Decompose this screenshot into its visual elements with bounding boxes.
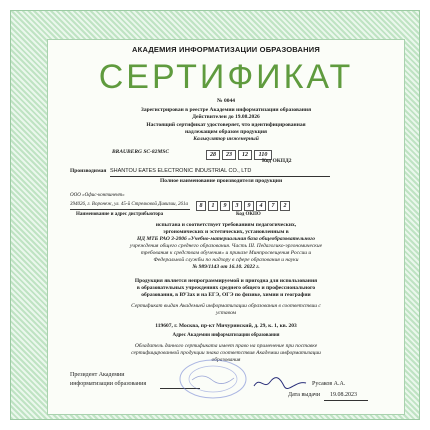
- issue-date-underline: [324, 400, 368, 401]
- okpo-box: 3: [232, 201, 242, 211]
- certificate-border: [10, 10, 420, 420]
- okpo-box: 8: [196, 201, 206, 211]
- okpd-label: Код ОКПД2: [262, 158, 292, 164]
- certificate-number: № 0044: [217, 98, 235, 104]
- recognized-line-2: в образовательных учреждениях среднего общего и профессионального: [136, 285, 316, 291]
- product-model: BRAUBERG SC-82MSC: [112, 149, 170, 155]
- valid-until: Действителен до 19.08.2026: [192, 114, 260, 120]
- tested-text: испытана и соответствует требованиям педагогических,: [155, 222, 297, 228]
- okpo-box: 9: [244, 201, 254, 211]
- handwritten-signature: [252, 374, 308, 392]
- address-caption: Адрес Академии информатизации образования: [172, 333, 280, 338]
- manufacturer-caption: Полное наименование производителя продукции: [160, 178, 283, 184]
- manufacturer-underline: [110, 176, 330, 177]
- standard-line-1: НД МТБ РАО 3-2006 «Учебно-материальная база общеобразовательного: [136, 236, 316, 242]
- product-name: Калькулятор инженерный: [193, 136, 259, 142]
- recognized-line-3: образования, в ВУЗах и на ЕГЭ, ОГЭ по физике, химии и географии: [141, 292, 311, 298]
- okpo-box: 4: [256, 201, 266, 211]
- note-line-3: образования: [211, 357, 241, 363]
- standard-line-3: требования к средствам обучения» и приказе Минпросвещения России и: [140, 250, 312, 256]
- academy-address: 119607, г. Москва, пр-кт Мичуринский, д. 29, к. 1, кв. 203: [155, 323, 297, 329]
- standard-line-2: учреждения общего среднего образования. Часть III. Педагогико-эргономические: [129, 243, 323, 249]
- president-label: Президент Академии: [70, 372, 125, 378]
- okpd-box: 12: [238, 150, 252, 160]
- okpo-box: 1: [208, 201, 218, 211]
- certifies-text: Настоящий сертификат удостоверяет, что идентифицированная: [146, 122, 306, 128]
- properly-text: надлежащим образом продукция: [185, 129, 267, 135]
- issue-date-label: Дата выдачи: [288, 392, 321, 398]
- distributor-caption: Наименование и адрес дистрибьютора: [76, 212, 164, 217]
- issued-line-1: Сертификат выдан Академией информатизации образования в соответствии с: [131, 303, 321, 309]
- okpo-box: 7: [268, 201, 278, 211]
- certificate-title: СЕРТИФИКАТ: [98, 58, 354, 96]
- distributor-name: ООО «Офис-континент»: [70, 193, 125, 198]
- note-line-1: Обладатель данного сертификата имеет право на применение при поставке: [134, 343, 318, 349]
- issue-date: 19.08.2023: [330, 392, 357, 398]
- seal-stamp: [178, 358, 248, 400]
- okpd-box: 110: [254, 150, 272, 160]
- academy-header: АКАДЕМИЯ ИНФОРМАТИЗАЦИИ ОБРАЗОВАНИЯ: [132, 45, 320, 54]
- distributor-underline: [70, 209, 190, 210]
- manufacturer-name: SHANTOU EATES ELECTRONIC INDUSTRIAL CO., LTD: [110, 168, 252, 174]
- standard-line-5: № 989/1143 от 16.10. 2022 г.: [192, 264, 260, 270]
- okpd-box: 28: [206, 150, 220, 160]
- okpd-box: 23: [222, 150, 236, 160]
- ergonomic-text: эргономических и эстетических, установленным в: [163, 229, 289, 235]
- standard-line-4: Федеральной службы по надзору в сфере образования и науки: [153, 257, 299, 263]
- okpo-box: 9: [220, 201, 230, 211]
- issued-line-2: уставом: [215, 310, 237, 316]
- signer-name: Русаков А.А.: [312, 381, 346, 387]
- distributor-address: 394026, г. Воронеж, ул. 45-й Стрелковой Дивизии, 261а: [70, 202, 188, 207]
- note-line-2: сертифицированной продукции знака соответствия Академии информатизации: [131, 350, 321, 356]
- recognized-line-1: Продукция является непрограммируемой и пригодна для использования: [134, 278, 318, 284]
- manufacturer-label: Производимая: [70, 168, 107, 174]
- okpo-box: 2: [280, 201, 290, 211]
- okpo-label: Код ОКПО: [236, 212, 261, 217]
- registered-text: Зарегистрирован в реестре Академии информатизации образования: [140, 107, 312, 113]
- certificate-body: [47, 39, 405, 415]
- president-label-2: информатизации образования: [70, 381, 147, 387]
